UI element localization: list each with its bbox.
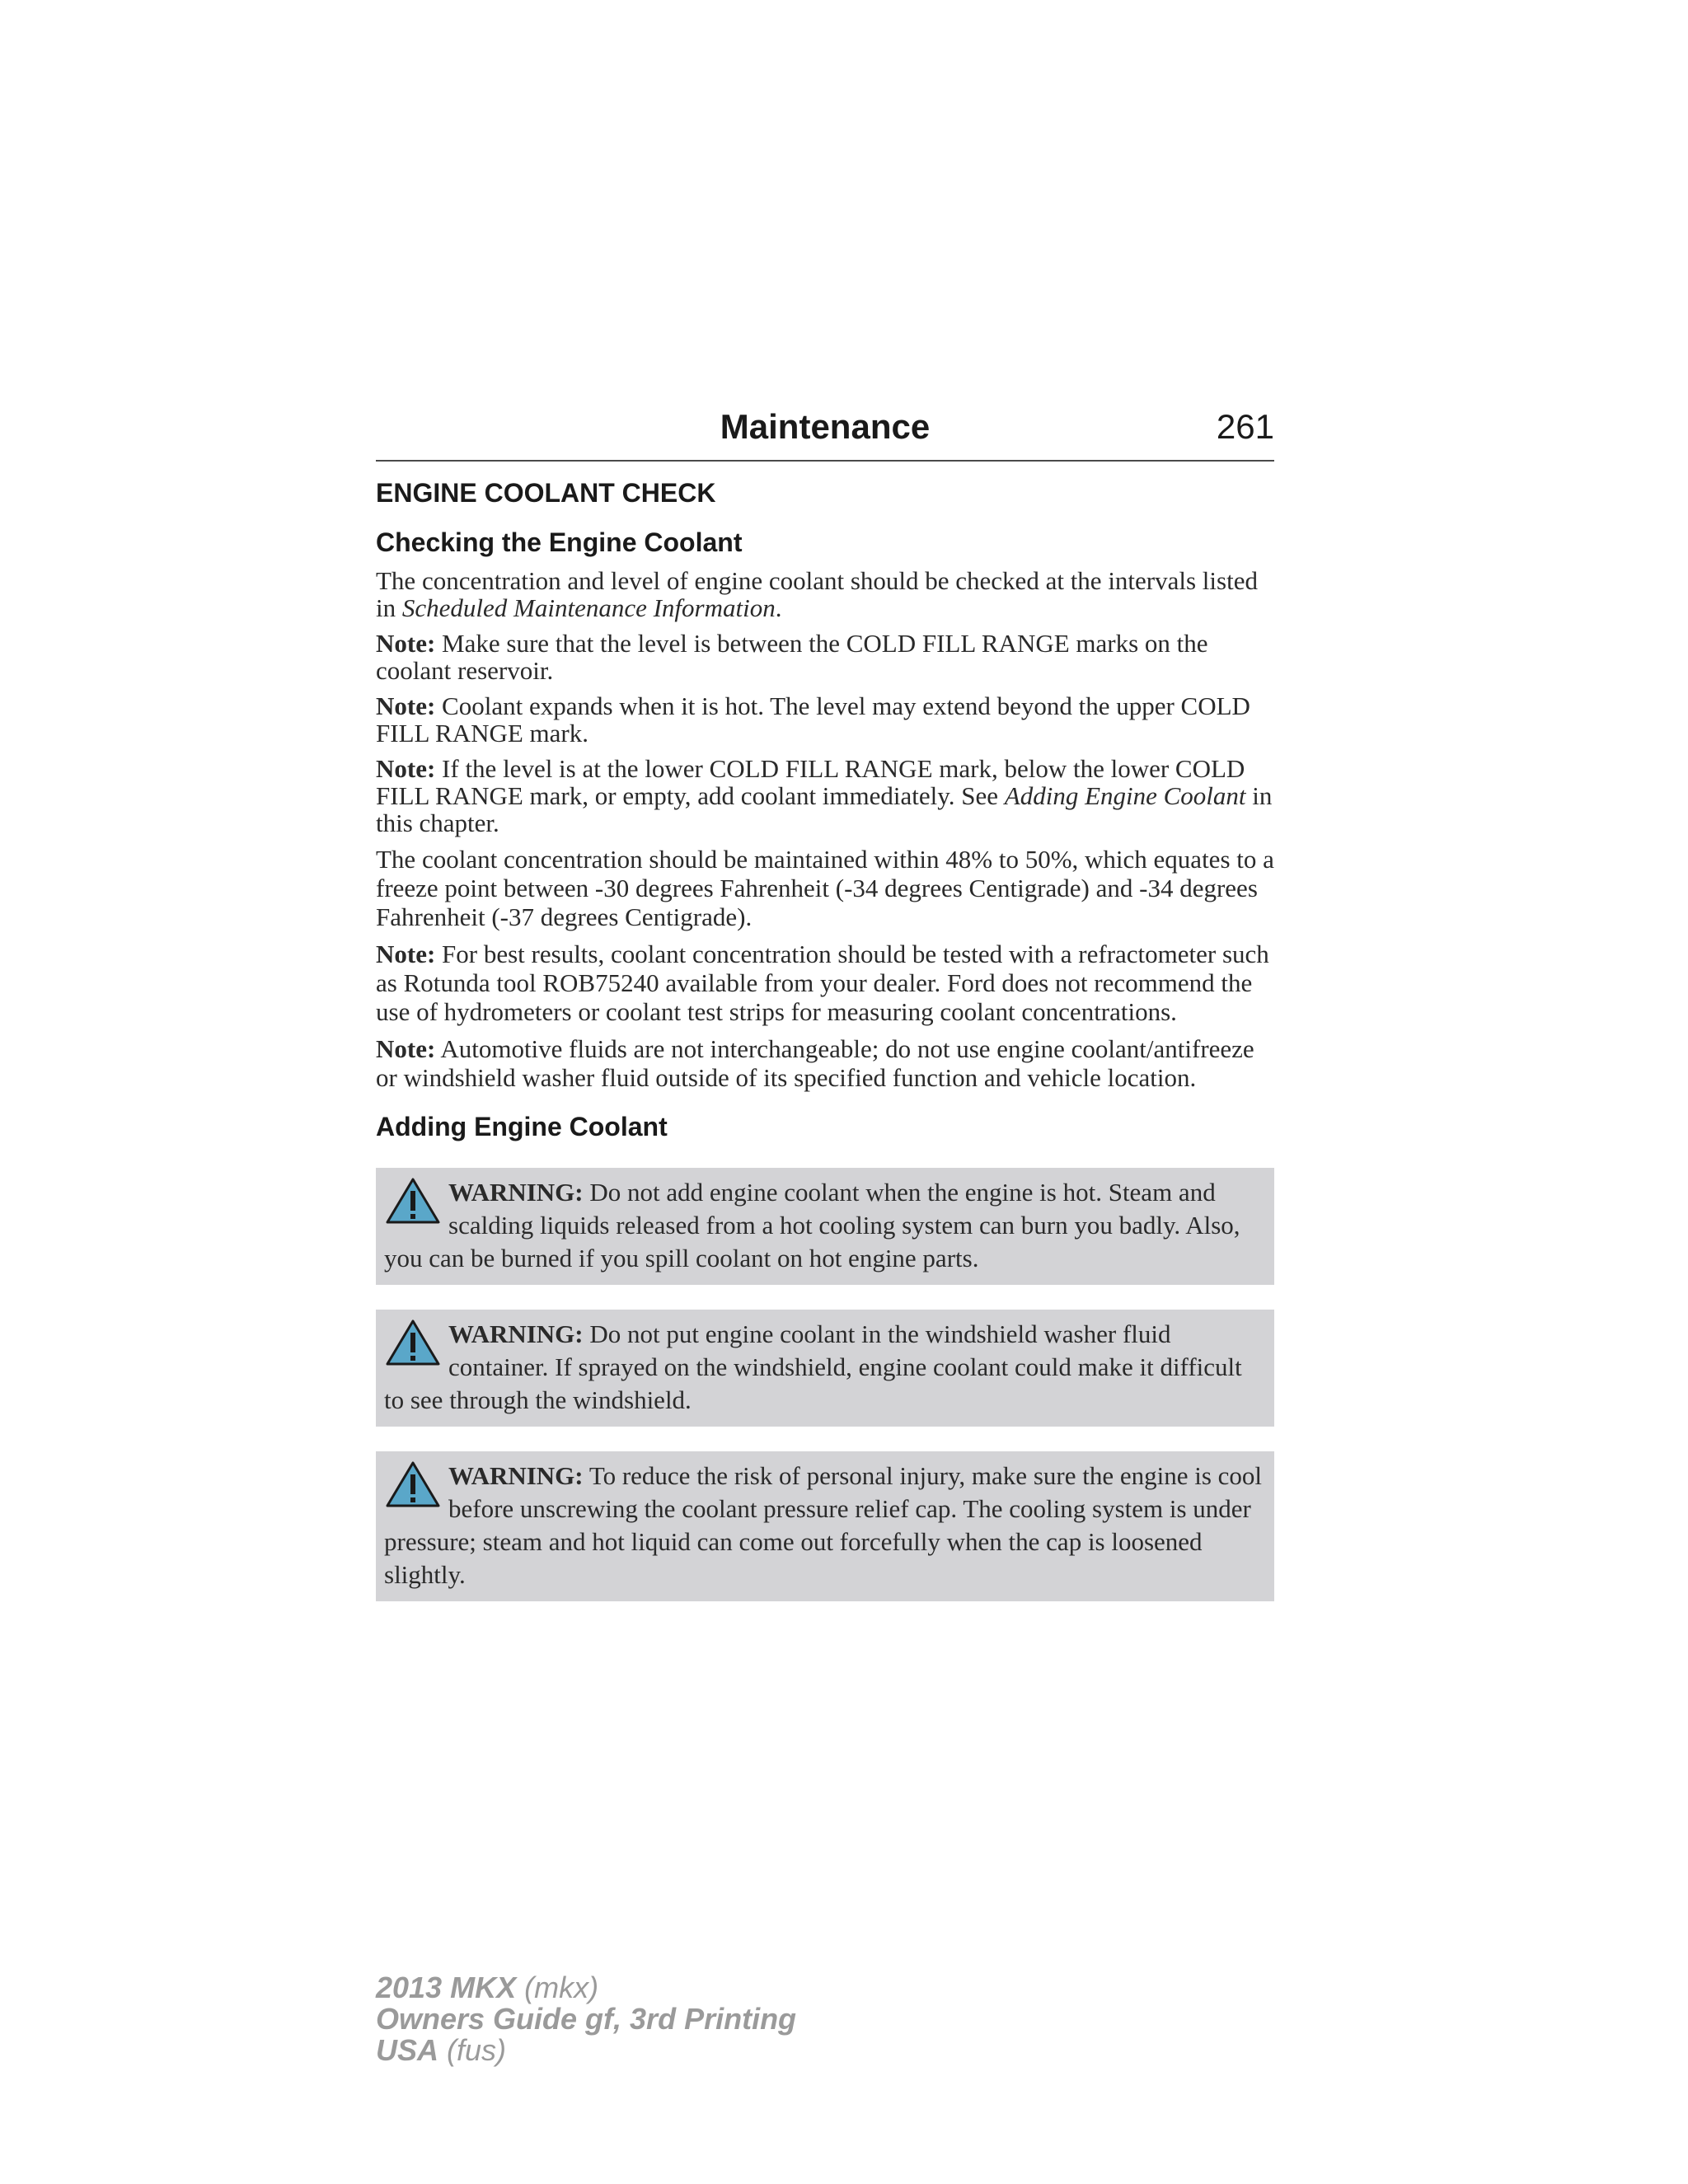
note-3-reference: Adding Engine Coolant [1004,781,1246,810]
warning-3-text: To reduce the risk of personal injury, make sure the engine is cool before unscrewing the coolant pressure relief cap. The cooling system is under pressure; steam and hot liquid can come out forcefully when the cap is loosened slightly. [384,1461,1263,1589]
note-label: Note: [376,940,436,968]
note-label: Note: [376,754,436,783]
warning-box-2 [376,1310,1274,1427]
warning-triangle-icon [384,1176,448,1242]
warning-label: WARNING: [448,1178,584,1207]
warning-box-3 [376,1451,1274,1601]
footer-line-2: Owners Guide gf, 3rd Printing [376,2002,797,2036]
note-4-text: For best results, coolant concentration should be tested with a refractometer such as Rotunda tool ROB75240 available from your dealer. Ford does not recommend the use of hydrometers or coolant test strips for measuring coolant concentrations. [376,940,1269,1026]
checking-heading: Checking the Engine Coolant [376,527,743,557]
section-heading: ENGINE COOLANT CHECK [376,478,716,508]
intro-text: The concentration and level of engine coolant should be checked at the intervals listed in [376,566,1258,622]
footer-model: 2013 MKX [376,1971,517,2004]
note-3-end: in this chapter. [376,781,1273,837]
intro-end: . [775,593,782,622]
manual-page [376,404,1274,1601]
concentration-paragraph: The coolant concentration should be maintained within 48% to 50%, which equates to a freeze point between -30 degrees Fahrenheit (-34 degrees Centigrade) and -34 degrees Fahrenheit (-37 degrees Centigrade). [376,845,1274,931]
note-label: Note: [376,691,436,720]
adding-heading: Adding Engine Coolant [376,1112,668,1141]
note-paragraph-4 [376,940,1274,1026]
note-3-text: If the level is at the lower COLD FILL RANGE mark, below the lower COLD FILL RANGE mark, or empty, add coolant immediately. See [376,754,1245,810]
page-number: 261 [1216,407,1274,446]
print-footer [376,1972,796,2066]
note-label: Note: [376,1034,436,1063]
warning-triangle-icon [384,1318,448,1384]
warning-box-1 [376,1168,1274,1285]
footer-model-code: (mkx) [516,1971,599,2004]
warning-triangle-icon [384,1460,448,1526]
note-2-text: Coolant expands when it is hot. The level may extend beyond the upper COLD FILL RANGE mark. [376,691,1250,748]
footer-market: USA [376,2033,439,2067]
intro-paragraph [376,567,1274,621]
note-1-text: Make sure that the level is between the COLD FILL RANGE marks on the coolant reservoir. [376,629,1208,685]
footer-market-code: (fus) [438,2033,507,2067]
warning-label: WARNING: [448,1461,584,1490]
note-paragraph-2 [376,692,1274,747]
chapter-title: Maintenance [720,407,931,446]
warning-2-text: Do not put engine coolant in the windshield washer fluid container. If sprayed on the windshield, engine coolant could make it difficult to see through the windshield. [384,1319,1242,1414]
footer-line-3 [376,2035,796,2066]
warning-label: WARNING: [448,1319,584,1348]
note-paragraph-5 [376,1034,1274,1092]
page-header [376,404,1274,462]
footer-line-1 [376,1972,796,2004]
note-label: Note: [376,629,436,658]
note-paragraph-3 [376,755,1274,837]
warning-1-text: Do not add engine coolant when the engine is hot. Steam and scalding liquids released from a hot cooling system can burn you badly. Also, you can be burned if you spill coolant on hot engine parts. [384,1178,1240,1272]
intro-reference: Scheduled Maintenance Information [401,593,776,622]
note-paragraph-1 [376,630,1274,684]
note-5-text: Automotive fluids are not interchangeable; do not use engine coolant/antifreeze or windshield washer fluid outside of its specified function and vehicle location. [376,1034,1254,1092]
